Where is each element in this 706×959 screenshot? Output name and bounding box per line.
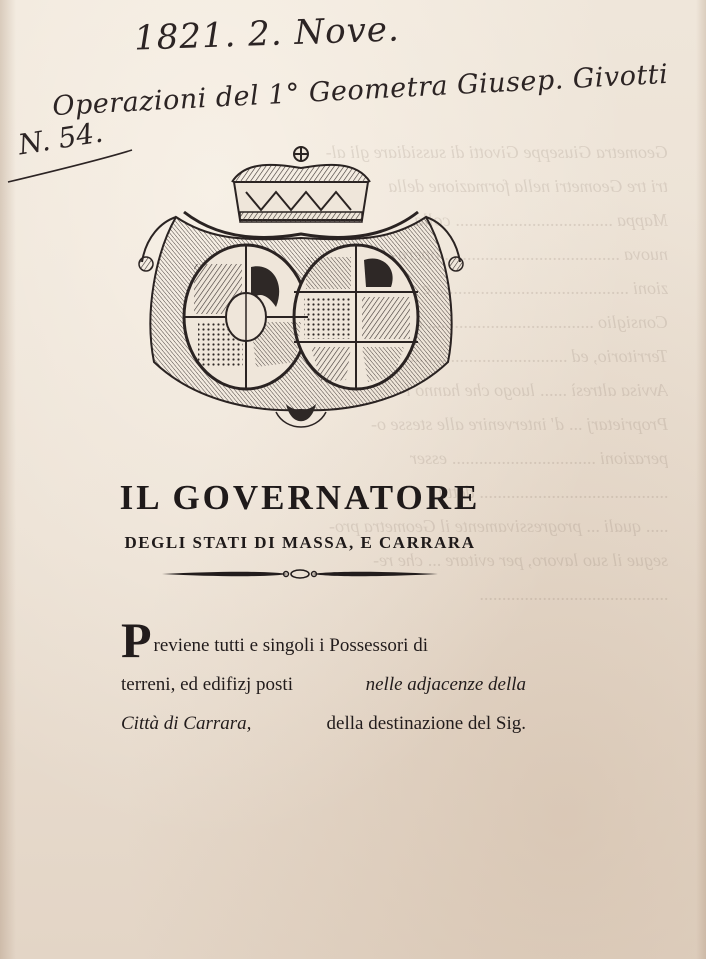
drop-cap: P [121,612,152,668]
text-fragment-italic: nelle adjacenze della [365,674,526,695]
handwritten-date: 1821. 2. Nove. [133,9,401,59]
text-line [121,704,526,743]
text-fragment-italic: Città di Carrara, [121,713,252,734]
text-fragment: terreni, ed edifizj posti [121,674,293,695]
text-line [121,612,526,668]
ornamental-divider [160,566,440,582]
handwritten-note: Operazioni del 1° Geometra Giusep. Givotti [51,58,669,123]
page-title: IL GOVERNATORE [119,478,481,517]
text-fragment: della destinazione del Sig. [326,713,526,734]
proclamation-paragraph [121,612,526,743]
ducal-coat-of-arms-icon [136,142,466,437]
handwritten-number: N. 54. [15,115,106,162]
page-subtitle: DEGLI STATI DI MASSA, E CARRARA [124,533,476,552]
text-fragment: reviene tutti e singoli i Possessori di [153,635,428,656]
reverse-side-bleed: Geometra Giuseppe Givotti di sussidiare gli al- tri tre Geometri nella formazione della Mappa ................................... colla nuova ....................................... opera- zioni ........................................... e Consiglio ..................................... del Territorio, ed ................................... Avvisa altresì ...... luogo che hanno i Proprietarj ... d' intervenire alle stesse o- perazioni ................................ esser .......................................... detta ..... quali ... progressivamente il Geometra pro- segue il suo lavoro, per evitare ... che re- .......................................... [325,142,668,604]
text-line [121,665,526,704]
